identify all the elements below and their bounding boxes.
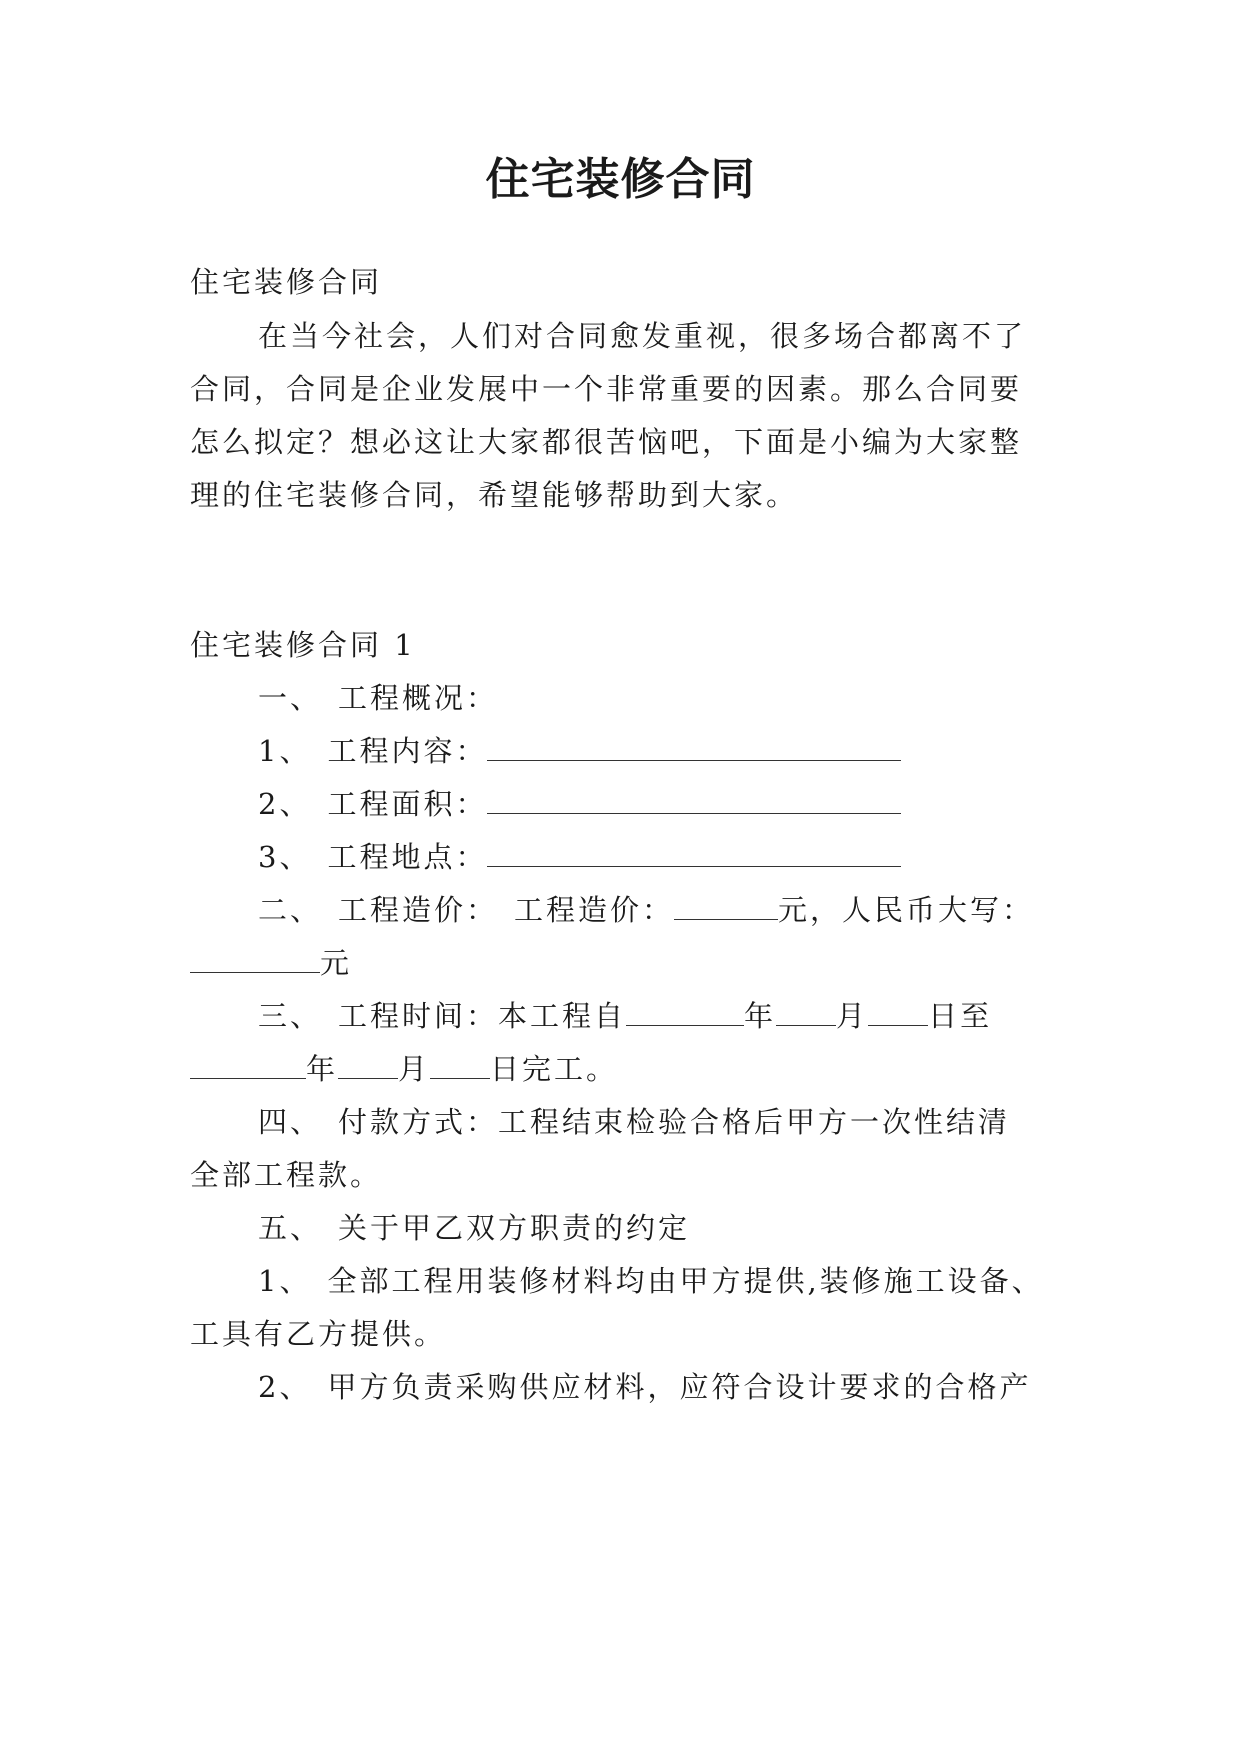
clause-number: 一、 bbox=[258, 681, 323, 715]
project-content-blank[interactable] bbox=[487, 734, 901, 761]
clause-text: 关于甲乙双方职责的约定 bbox=[338, 1211, 691, 1245]
clause-text: 工程造价： bbox=[514, 893, 675, 927]
clause-label: 工程面积： bbox=[327, 787, 488, 821]
day-to-label: 日至 bbox=[928, 999, 993, 1033]
project-location-blank[interactable] bbox=[487, 840, 901, 867]
clause-text: 元 bbox=[320, 946, 353, 980]
section-title: 住宅装修合同 1 bbox=[190, 628, 416, 662]
clause-text: 工程造价： bbox=[338, 893, 499, 927]
intro-line-2: 合同，合同是企业发展中一个非常重要的因素。那么合同要 bbox=[190, 372, 1023, 406]
clause-5-1-cont: 工具有乙方提供。 bbox=[190, 1317, 447, 1351]
clause-5-2 bbox=[190, 1367, 1031, 1407]
document-title: 住宅装修合同 bbox=[485, 154, 756, 205]
start-day-blank[interactable] bbox=[868, 999, 928, 1026]
clause-2 bbox=[190, 890, 1034, 930]
intro-line-1: 在当今社会，人们对合同愈发重视，很多场合都离不了 bbox=[258, 319, 1027, 353]
clause-number: 二、 bbox=[258, 893, 323, 927]
clause-1 bbox=[190, 678, 498, 718]
clause-5 bbox=[190, 1208, 690, 1248]
month-label: 月 bbox=[836, 999, 869, 1033]
clause-text: 工程时间：本工程自 bbox=[338, 999, 627, 1033]
clause-1-1 bbox=[190, 731, 901, 771]
clause-label: 工程内容： bbox=[327, 734, 488, 768]
start-year-blank[interactable] bbox=[626, 999, 744, 1026]
year-label: 年 bbox=[744, 999, 777, 1033]
clause-number: 三、 bbox=[258, 999, 323, 1033]
clause-number: 1、 bbox=[258, 1264, 312, 1298]
intro-line-3: 怎么拟定？想必这让大家都很苦恼吧，下面是小编为大家整 bbox=[190, 425, 1023, 459]
month-label: 月 bbox=[398, 1052, 431, 1086]
price-blank[interactable] bbox=[674, 893, 778, 920]
clause-2-cont bbox=[190, 943, 352, 983]
clause-text: 工程概况： bbox=[338, 681, 499, 715]
clause-3-cont bbox=[190, 1049, 618, 1089]
start-month-blank[interactable] bbox=[776, 999, 836, 1026]
clause-number: 1、 bbox=[258, 734, 312, 768]
end-day-blank[interactable] bbox=[430, 1052, 490, 1079]
year-label: 年 bbox=[306, 1052, 339, 1086]
clause-text: 全部工程用装修材料均由甲方提供,装修施工设备、 bbox=[327, 1264, 1044, 1298]
clause-text: 甲方负责采购供应材料，应符合设计要求的合格产 bbox=[327, 1370, 1032, 1404]
day-end-label: 日完工。 bbox=[490, 1052, 619, 1086]
end-year-blank[interactable] bbox=[190, 1052, 306, 1079]
intro-line-4: 理的住宅装修合同，希望能够帮助到大家。 bbox=[190, 478, 799, 512]
clause-text: 元，人民币大写： bbox=[778, 893, 1035, 927]
clause-number: 四、 bbox=[258, 1105, 323, 1139]
subtitle: 住宅装修合同 bbox=[190, 265, 383, 299]
clause-4-cont: 全部工程款。 bbox=[190, 1158, 383, 1192]
clause-5-1 bbox=[190, 1261, 1044, 1301]
clause-number: 五、 bbox=[258, 1211, 323, 1245]
clause-label: 工程地点： bbox=[327, 840, 488, 874]
clause-1-2 bbox=[190, 784, 901, 824]
clause-number: 2、 bbox=[258, 1370, 312, 1404]
clause-1-3 bbox=[190, 837, 901, 877]
project-area-blank[interactable] bbox=[487, 787, 901, 814]
clause-number: 2、 bbox=[258, 787, 312, 821]
clause-number: 3、 bbox=[258, 840, 312, 874]
clause-4 bbox=[190, 1102, 1010, 1142]
price-capital-blank[interactable] bbox=[190, 946, 320, 973]
end-month-blank[interactable] bbox=[338, 1052, 398, 1079]
clause-text: 付款方式：工程结束检验合格后甲方一次性结清 bbox=[338, 1105, 1011, 1139]
clause-3 bbox=[190, 996, 992, 1036]
